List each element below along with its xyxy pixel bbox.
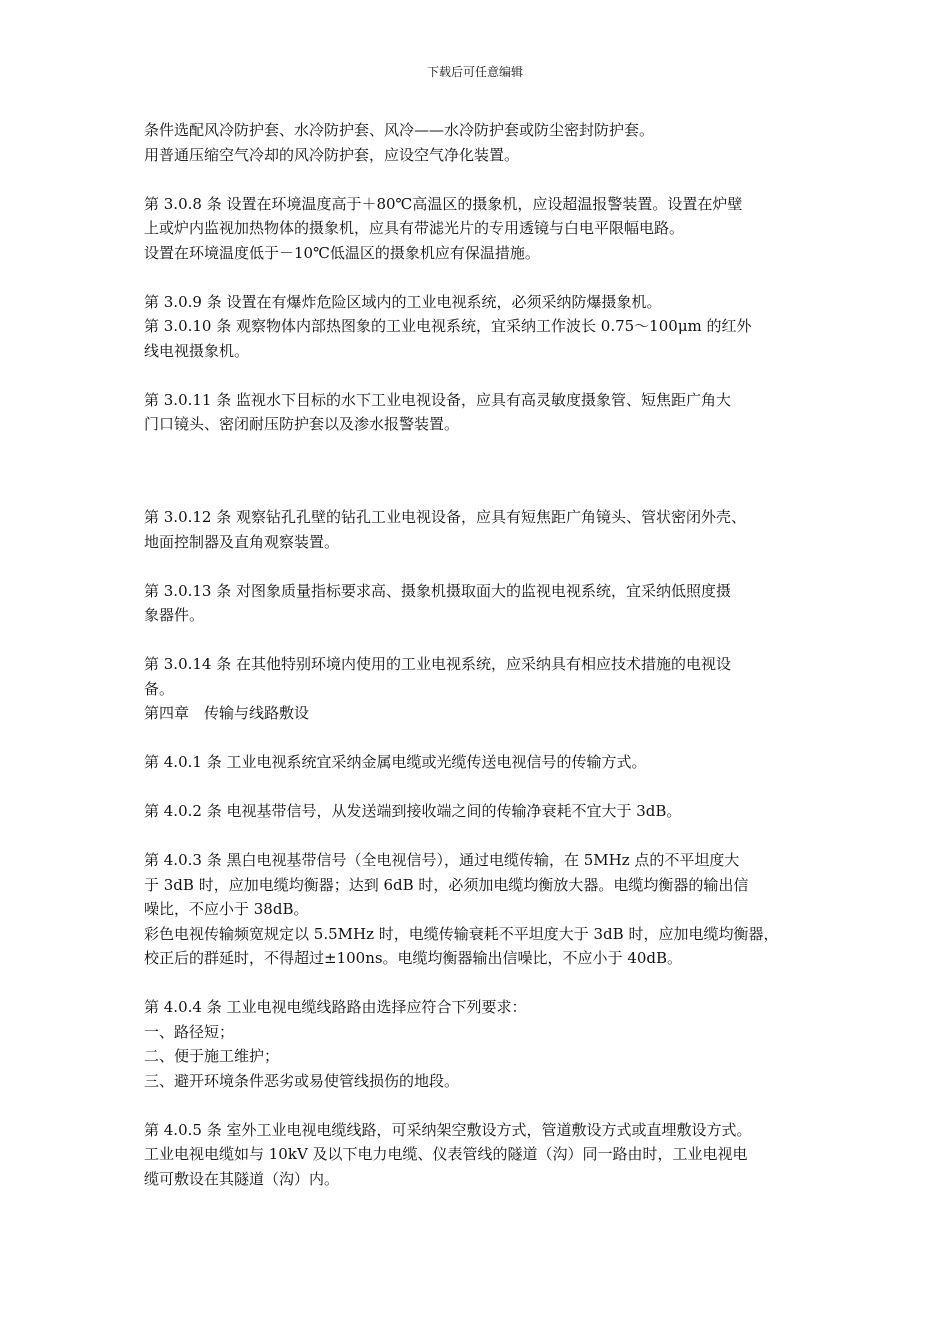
blank-line — [144, 363, 824, 388]
text-line: 第 3.0.8 条 设置在环境温度高于＋80℃高温区的摄象机，应设超温报警装置。设置在炉壁 — [144, 194, 743, 213]
blank-line — [144, 265, 824, 290]
document-body — [144, 118, 824, 1191]
text-line: 地面控制器及直角观察装置。 — [144, 532, 340, 551]
text-line: 第 3.0.11 条 监视水下目标的水下工业电视设备，应具有高灵敏度摄象管、短焦距广角大 — [144, 390, 732, 409]
text-line: 缆可敷设在其隧道（沟）内。 — [144, 1169, 340, 1188]
blank-line — [144, 437, 824, 481]
text-line: 第 4.0.1 条 工业电视系统宜采纳金属电缆或光缆传送电视信号的传输方式。 — [144, 753, 647, 771]
text-line: 第 3.0.12 条 观察钻孔孔壁的钻孔工业电视设备，应具有短焦距广角镜头、管状密闭外壳、 — [144, 508, 747, 526]
text-line: 第 3.0.9 条 设置在有爆炸危险区域内的工业电视系统，必须采纳防爆摄象机。 — [144, 292, 662, 311]
page-header: 下载后可任意编辑 — [426, 65, 523, 79]
text-line: 象器件。 — [144, 606, 205, 624]
text-line: 第 3.0.10 条 观察物体内部热图象的工业电视系统，宜采纳工作波长 0.75～100μm 的红外 — [144, 317, 752, 335]
list-item: 三、避开环境条件恶劣或易使管线损伤的地段。 — [144, 1071, 460, 1090]
list-item: 一、路径短； — [144, 1022, 235, 1041]
text-line: 第 3.0.14 条 在其他特别环境内使用的工业电视系统，应采纳具有相应技术措施的电视设 — [144, 655, 732, 673]
text-line: 第 4.0.3 条 黑白电视基带信号（全电视信号），通过电缆传输，在 5MHz 点的不平坦度大 — [144, 851, 740, 869]
blank-line — [144, 971, 824, 996]
blank-line — [144, 824, 824, 849]
blank-line — [144, 726, 824, 751]
text-line: 用普通压缩空气冷却的风冷防护套，应设空气净化装置。 — [144, 145, 520, 164]
blank-line — [144, 167, 824, 192]
text-line: 校正后的群延时，不得超过±100ns。电缆均衡器输出信噪比，不应小于 40dB。 — [144, 949, 683, 967]
text-line: 工业电视电缆如与 10kV 及以下电力电缆、仪表管线的隧道（沟）同一路由时，工业电视电 — [144, 1145, 748, 1163]
text-line: 第 4.0.5 条 室外工业电视电缆线路，可采纳架空敷设方式，管道敷设方式或直埋敷设方式。 — [144, 1120, 752, 1139]
blank-line — [144, 1093, 824, 1118]
text-line: 上或炉内监视加热物体的摄象机，应具有带滤光片的专用透镜与白电平限幅电路。 — [144, 219, 685, 237]
blank-line — [144, 628, 824, 653]
text-line: 门口镜头、密闭耐压防护套以及渗水报警装置。 — [144, 415, 460, 433]
text-line: 第 4.0.2 条 电视基带信号，从发送端到接收端之间的传输净衰耗不宜大于 3dB。 — [144, 802, 682, 820]
text-line: 第 4.0.4 条 工业电视电缆线路路由选择应符合下列要求： — [144, 998, 527, 1016]
text-line: 于 3dB 时，应加电缆均衡器；达到 6dB 时，必须加电缆均衡放大器。电缆均衡器的输出信 — [144, 875, 749, 894]
blank-line — [144, 481, 824, 506]
text-line: 彩色电视传输频宽规定以 5.5MHz 时，电缆传输衰耗不平坦度大于 3dB 时，应加电缆均衡器， — [144, 924, 779, 943]
text-line: 设置在环境温度低于－10℃低温区的摄象机应有保温措施。 — [144, 243, 540, 262]
text-line: 第 3.0.13 条 对图象质量指标要求高、摄象机摄取面大的监视电视系统，宜采纳低照度摄 — [144, 581, 732, 600]
list-item: 二、便于施工维护； — [144, 1047, 280, 1065]
text-line: 备。 — [144, 679, 175, 698]
chapter-heading: 第四章 传输与线路敷设 — [144, 704, 310, 722]
blank-line — [144, 775, 824, 800]
blank-line — [144, 554, 824, 579]
text-line: 线电视摄象机。 — [144, 341, 250, 360]
text-line: 噪比，不应小于 38dB。 — [144, 900, 309, 918]
text-line: 条件选配风冷防护套、水冷防护套、风冷——水冷防护套或防尘密封防护套。 — [144, 121, 655, 139]
